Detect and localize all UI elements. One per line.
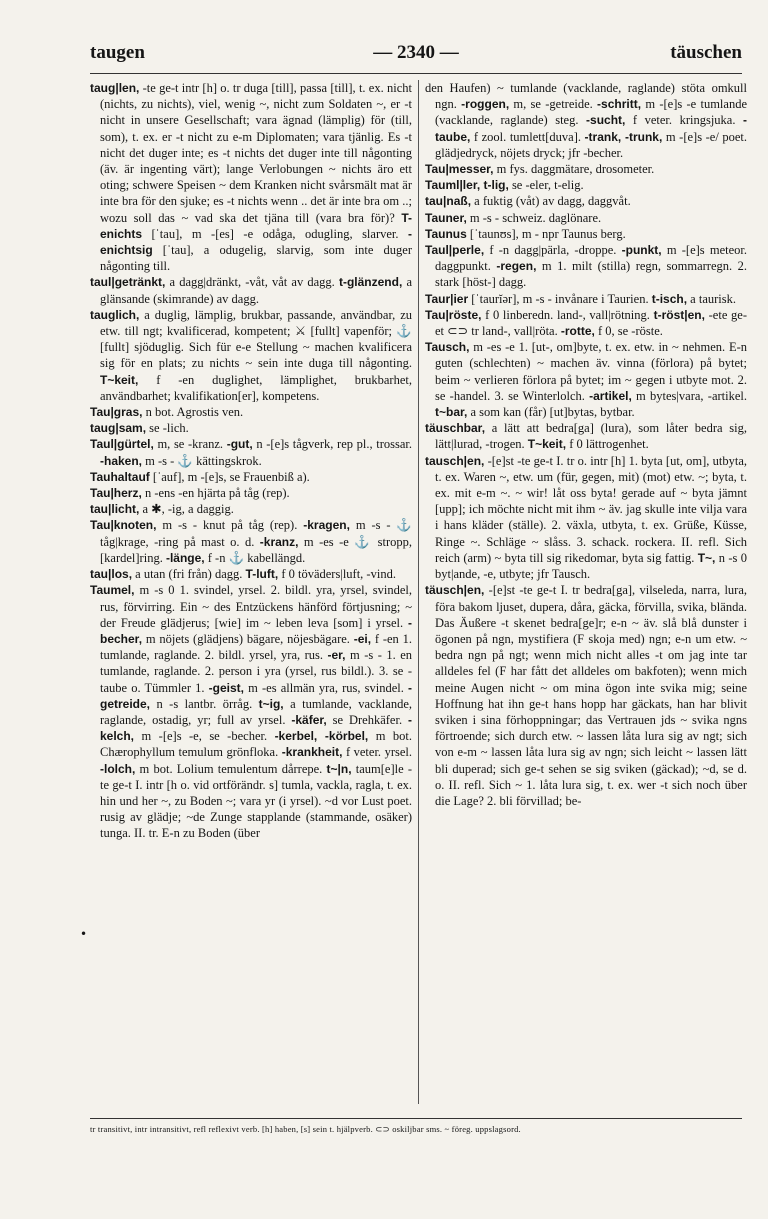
entry-definition: m -s - 1. en tumlande, raglande. 2. person i yra (yrsel, rus bildl.). 3. se -taube o. Tümmler 1. (100, 648, 412, 695)
entry-definition: m, se -kranz. (153, 437, 227, 452)
entry-headword: -kragen, (303, 518, 350, 533)
entry-definition: m -[e]s -e/ poet. glädjedryck, nöjets dryck; jfr -becher. (435, 129, 747, 160)
dictionary-entry (425, 420, 747, 452)
entry-headword: täusch|en, (425, 583, 485, 598)
entry-definition: m nöjets (glädjens) bägare, nöjesbägare. (142, 631, 354, 646)
entry-definition: f veter. yrsel. (342, 745, 412, 760)
entry-headword: -er, (327, 648, 346, 663)
entry-headword: t~ig, (258, 696, 284, 711)
entry-headword: tau|los, (90, 567, 133, 582)
entry-definition: -[e]st -te ge-t I. tr bedra[ga], vilseleda, narra, lura, föra bakom ljuset, dupera, dåra, gäcka, förvilla, svika, blända. Das Äußere -t skenet bedra[ge]r; e-n ~ äv. slå blå dunster i ögonen på ngn, mystifiera (F skoja med) ngn; e-n um etw. ~ bedra ngn på ngt; wenn mich nicht alles -t om jag inte tar alldeles fel (F har fått det alldeles om bakfoten); wenn mich meine Augen nicht ~ om mina ögon inte svika mig; seine Hoffnung hat ihn ge-t hans hopp har gäckats, han har blivit sviken i sina förhoppningar; das Vertrauen jds ~ svika ngns förtroende; sich durch etw. ~ lassen låta lura sig av ngt; sich von e-m ~ lassen låta lura sig av ngn; sich leicht ~ lassen lätt bli duperad; sich ge-t sehen se sig sviken (gäckad); ~d, se d. o. II. refl. Sich ~ 1. låta lura sig, t. ex. wer -t sich noch über die Lage? 2. bli förvillad; be- (435, 583, 747, 808)
entry-definition: m -[e]s -e tumlande (vacklande, raglande) steg. (435, 97, 747, 128)
entry-definition: n -s lantbr. örråg. (150, 696, 259, 711)
entry-definition: f -en 1. tumlande, raglande. 2. bildl. yrsel, yra, rus. (100, 631, 412, 663)
entry-definition: f veter. kringsjuka. (625, 113, 744, 128)
entry-definition: f 0, se -röste. (594, 324, 663, 339)
dictionary-entry (90, 420, 412, 436)
entry-headword: tau|naß, (425, 194, 472, 209)
entry-definition: m bot. Chærophyllum temulum grönfloka. (100, 729, 412, 760)
entry-definition: m -[e]s -e, se -becher. (134, 729, 275, 744)
entry-headword: Taul|gürtel, (90, 437, 154, 452)
entry-definition: a som kan (får) [ut]bytas, bytbar. (467, 405, 635, 420)
entry-headword: tausch|en, (425, 453, 485, 468)
entry-headword: -ei, (353, 631, 372, 646)
dictionary-entry (425, 307, 747, 339)
entry-definition: se -lich. (146, 421, 189, 436)
entry-headword: t-röst|en, (653, 307, 705, 322)
entry-headword: T-enichts (100, 210, 412, 241)
entry-headword: Tau|gras, (90, 405, 143, 420)
entry-definition: f 0 töväders|luft, -vind. (278, 567, 396, 582)
entry-definition: se Drehkäfer. (326, 712, 408, 727)
entry-headword: T-luft, (245, 567, 279, 582)
entry-definition: a tumlande, vacklande, raglande, ostadig, yr; full av yrsel. (100, 696, 412, 727)
entry-headword: Tauhaltauf (90, 469, 150, 484)
entry-headword: -gut, (226, 437, 253, 452)
entry-headword: -sucht, (586, 113, 626, 128)
entry-definition: n -ens -en hjärta på tåg (rep). (141, 486, 290, 501)
entry-definition: a duglig, lämplig, brukbar, passande, användbar, zu etw. till ngt; kvalificerad, kompetent; ⚔ [fullt] vapenför; ⚓ [fullt] sjöduglig. Sich für e-e Stellung ~ machen kvalificera sig för en plats; zu nichts ~ sein inte duga till någonting. (100, 307, 412, 371)
entry-definition: m -s - ⚓ kättingskrok. (142, 453, 262, 468)
entry-headword: Tausch, (425, 340, 470, 355)
entry-headword: T~keit, (527, 437, 567, 452)
entry-definition: n -s 0 byt|ande, -e, utbyte; jfr Tausch. (435, 550, 747, 582)
entry-definition: m -es -e 1. [ut-, om]byte, t. ex. etw. in ~ nehmen. E-n guten (schlechten) ~ machen äv. vinna (förlora) på bytet; beim ~ verlieren förlora på bytet; im ~ gegen i utbyte mot. 2. se -handel. 3. se Winterlolch. (435, 340, 747, 403)
entry-headword: -regen, (496, 259, 537, 274)
entry-headword: -becher, (100, 615, 412, 646)
dictionary-entry (90, 501, 412, 517)
dictionary-entry (90, 436, 412, 468)
entry-headword: -kelch, (100, 712, 412, 744)
dictionary-entry (90, 307, 412, 404)
entry-headword: -enichtsig (100, 226, 412, 258)
entry-definition: m, se -getreide. (509, 97, 598, 112)
entry-headword: -kerbel, -körbel, (274, 729, 369, 744)
entry-definition: a ✱, -ig, a daggig. (139, 502, 234, 517)
entry-definition: m 1. milt (stilla) regn, sommarregn. 2. stark [höst-] dagg. (435, 259, 747, 290)
entry-definition: m -s - ⚓ tåg|krage, -ring på mast o. d. (100, 518, 412, 549)
entry-definition: f -en duglighet, lämplighet, brukbarhet, användbarhet; kvalifikation[er], kompetens. (100, 372, 412, 403)
entry-headword: -getreide, (100, 680, 412, 711)
dictionary-entry (90, 404, 412, 420)
entry-definition: [ˈtaurĭər], m -s - invånare i Taurien. (468, 291, 652, 306)
dictionary-entry (90, 80, 412, 274)
dictionary-entry (425, 226, 747, 242)
entry-definition: f 0 linberedn. land-, vall|rötning. (481, 307, 654, 322)
entry-definition: m bytes|vara, -artikel. (631, 388, 747, 403)
entry-definition: m -[e]s meteor. daggpunkt. (435, 243, 747, 274)
entry-headword: Taul|perle, (425, 243, 485, 258)
entry-headword: -taube, (435, 113, 747, 144)
entry-definition: a fuktig (våt) av dagg, daggvåt. (471, 194, 631, 209)
dictionary-entry (425, 291, 747, 307)
entry-definition: [ˈauf], m -[e]s, se Frauenbiß a). (149, 469, 310, 484)
entry-headword: taug|len, (90, 81, 140, 95)
entry-definition: f zool. tumlett[duva]. (470, 129, 585, 144)
left-column (90, 80, 412, 1104)
entry-headword: -länge, (165, 550, 205, 565)
entry-definition: [ˈtau], a odugelig, slarvig, som inte duger någonting till. (100, 243, 412, 274)
entry-definition: m -es -e ⚓ stropp, [kardel]ring. (100, 534, 412, 565)
entry-headword: Tau|herz, (90, 486, 142, 501)
entry-headword: -käfer, (291, 712, 327, 727)
entry-headword: taug|sam, (90, 421, 147, 436)
entry-headword: Tau|röste, (425, 307, 482, 322)
dictionary-entry (90, 517, 412, 566)
dictionary-entry (425, 161, 747, 177)
entry-headword: t~|n, (326, 761, 352, 776)
entry-definition: m -s - knut på tåg (rep). (156, 518, 304, 533)
entry-headword: -kranz, (259, 534, 299, 549)
entry-headword: -lolch, (100, 761, 136, 776)
entry-definition: a utan (fri från) dagg. (132, 567, 246, 582)
column-divider (418, 80, 419, 1104)
entry-definition: m bot. Lolium temulentum dårrepe. (135, 761, 327, 776)
footer-rule (90, 1118, 742, 1119)
entry-definition: taum[e]le -te ge-t I. intr [h o. vid ortförändr. s] tumla, vackla, ragla, t. ex. hin und her ~, zu Boden ~; vara yr (i yrsel). ~d vor Lust poet. rusig av glädje; ~de Zunge stapplande (stammande, osäker) tunga. II. tr. E-n zu Boden (über (100, 761, 412, 841)
margin-dot: • (80, 927, 88, 941)
dictionary-entry (425, 177, 747, 193)
entry-definition: a glänsande (skimrande) av dagg. (100, 275, 412, 306)
dictionary-entry (90, 274, 412, 306)
entry-definition: -[e]st -te ge-t I. tr o. intr [h] 1. byta [ut, om], utbyta, t. ex. Waren ~, etw. um (für, gegen, mit) (mot) etw. ~; byta, t. ex. mit e-m ~. ~ wir! låt oss byta! gerade auf ~ byta jämnt [upp]; ich möchte nicht mit ihm ~ äv. jag skulle inte vilja vara i hans kläder (ställe). 2. växla, utbyta, t. ex. Grüße, Küsse, Ringe ~. Schläge ~ slåss. 3. schack. rockera. II. refl. Sich reich (arm) ~ byta till sig rikedomar, byta sig fattig. (435, 453, 747, 565)
entry-headword: Taumel, (90, 583, 135, 598)
entry-headword: tauglich, (90, 307, 140, 322)
entry-definition: -ete ge-et ⊂⊃ tr land-, vall|röta. (435, 307, 747, 339)
entry-headword: -trank, -trunk, (584, 129, 663, 144)
entry-headword: Taur|ier (425, 291, 469, 306)
entry-headword: -krankheit, (281, 745, 343, 760)
dictionary-entry (90, 469, 412, 485)
page-number: — 2340 — (373, 42, 459, 63)
header-left-guideword: taugen (90, 42, 145, 63)
entry-headword: t-isch, (651, 291, 688, 306)
entry-definition: m -s 0 1. svindel, yrsel. 2. bildl. yra, yrsel, svindel, rus, förvirring. Ein ~ des Entzückens hänförd förtjusning; ~ der Freude glädjerus; [wie] im ~ leben leva [som] i yrsel. (100, 583, 412, 630)
entry-definition: se -eler, t-elig. (508, 178, 584, 193)
entry-definition: [ˈtau], m -[es] -e odåga, odugling, slarver. (142, 226, 408, 241)
entry-headword: -punkt, (621, 243, 662, 258)
dictionary-entry (90, 485, 412, 501)
right-column (425, 80, 747, 1104)
dictionary-entry (425, 582, 747, 809)
page-header (90, 42, 742, 72)
entry-definition: n -[e]s tågverk, rep pl., trossar. (252, 437, 412, 452)
entry-headword: t-glänzend, (338, 275, 403, 290)
entry-definition: f -n dagg|pärla, -droppe. (484, 243, 622, 258)
entry-headword: -haken, (100, 453, 143, 468)
entry-headword: taul|getränkt, (90, 275, 166, 290)
entry-definition: n bot. Agrostis ven. (142, 405, 244, 420)
entry-headword: Tau|messer, (425, 162, 494, 177)
entry-headword: tau|licht, (90, 502, 140, 517)
entry-headword: Taunus (425, 226, 467, 241)
entry-headword: -roggen, (461, 97, 510, 112)
entry-definition: a lätt att bedra[ga] (lura), som låter bedra sig, lätt|lurad, -trogen. (435, 421, 747, 452)
dictionary-entry (425, 339, 747, 420)
entry-headword: Tauner, (425, 210, 467, 225)
entry-definition: -te ge-t intr [h] o. tr duga [till], passa [till], t. ex. nicht (nichts, zu nichts), viel, wenig ~, nicht zum Soldaten ~, er -t nicht in unsere Gesellschaft; vara ägnad (lämplig) för (till, som), t. ex. er -t nicht zu e-m Diplomaten; vara tjänlig. Es -t nicht det duger inte; es -t nichts det duger inte till någonting (äv. är ingenting värt); lange Verlobungen ~ nichts äro ett oting; schwere Speisen ~ dem Kranken nicht svårsmält mat är inte bra för den sjuke; es -t nichts wenn .. det är inte bra om ..; wozu soll das ~ vad ska det tjäna till (vara bra för)? (100, 81, 412, 225)
entry-definition: a taurisk. (687, 291, 736, 306)
dictionary-entry (425, 193, 747, 209)
entry-definition: [ˈtaunʊs], m - npr Taunus berg. (466, 226, 626, 241)
dictionary-entry (90, 582, 412, 841)
entry-headword: -geist, (208, 680, 244, 695)
entry-headword: -artikel, (589, 388, 632, 403)
dictionary-entry (425, 453, 747, 583)
entry-definition: den Haufen) ~ tumlande (vacklande, raglande) stöta omkull ngn. (425, 81, 747, 112)
dictionary-entry (425, 242, 747, 291)
entry-headword: T~, (697, 550, 716, 565)
dictionary-entry (425, 210, 747, 226)
entry-headword: täuschbar, (425, 421, 486, 436)
entry-definition: m -s - schweiz. daglönare. (466, 210, 602, 225)
entry-headword: T~keit, (100, 372, 139, 387)
entry-definition: m -es allmän yra, rus, svindel. (244, 680, 408, 695)
entry-definition: a dagg|dränkt, -våt, våt av dagg. (165, 275, 339, 290)
entry-headword: -schritt, (597, 97, 642, 112)
dictionary-entry (425, 80, 747, 161)
entry-definition: f -n ⚓ kabellängd. (204, 550, 306, 565)
dictionary-entry (90, 566, 412, 582)
entry-definition: f 0 lättrogenhet. (566, 437, 649, 452)
entry-headword: Tauml|ler, t-lig, (425, 178, 509, 193)
header-right-guideword: täuschen (670, 42, 742, 63)
abbreviation-footer: tr transitivt, intr intransitivt, refl reflexivt verb. [h] haben, [s] sein t. hjälpverb. ⊂⊃ oskiljbar sms. ~ föreg. uppslagsord. (90, 1124, 521, 1134)
entry-headword: Tau|knoten, (90, 518, 157, 533)
entry-headword: t~bar, (435, 405, 468, 420)
header-rule (90, 73, 742, 74)
entry-definition: m fys. daggmätare, drosometer. (493, 162, 655, 177)
entry-headword: -rotte, (560, 324, 595, 339)
